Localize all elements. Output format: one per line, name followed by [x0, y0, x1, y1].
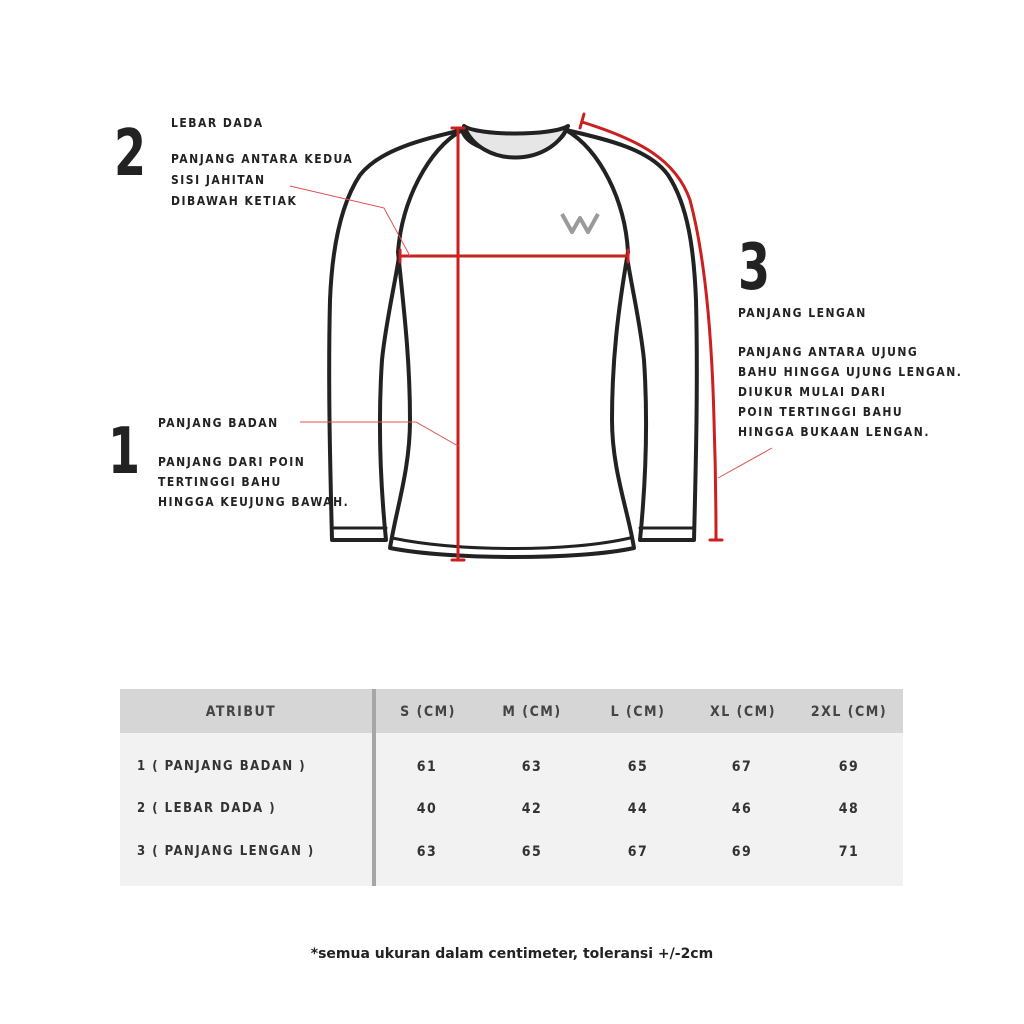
sleeve-desc-line: POIN TERTINGGI BAHU [738, 405, 904, 419]
table-cell: 67 [627, 844, 649, 860]
body-number: 1 [108, 415, 141, 489]
table-cell: 71 [838, 844, 860, 860]
table-cell: 69 [838, 759, 860, 775]
header-size-2xl: 2XL (CM) [810, 704, 888, 720]
body-title: PANJANG BADAN [158, 416, 279, 430]
chest-desc-line: PANJANG ANTARA KEDUA [171, 152, 354, 166]
shirt-outline [329, 126, 697, 557]
body-desc-line: TERTINGGI BAHU [158, 475, 282, 489]
sleeve-length-cap-top [580, 114, 584, 128]
row-label-sleeve-length: 3 ( PANJANG LENGAN ) [137, 844, 315, 859]
sleeve-leader-line [718, 448, 772, 478]
header-size-l: L (CM) [610, 704, 666, 720]
row-label-chest-width: 2 ( LEBAR DADA ) [137, 801, 277, 816]
table-cell: 40 [416, 801, 438, 817]
table-cell: 63 [416, 844, 438, 860]
header-size-xl: XL (CM) [710, 704, 776, 720]
header-size-m: M (CM) [502, 704, 562, 720]
table-cell: 48 [838, 801, 860, 817]
sleeve-number: 3 [738, 231, 771, 305]
chest-desc-line: SISI JAHITAN [171, 173, 266, 187]
tolerance-footnote: *semua ukuran dalam centimeter, toleransi +/-2cm [310, 946, 714, 962]
sleeve-desc-line: BAHU HINGGA UJUNG LENGAN. [738, 365, 963, 379]
table-cell: 65 [627, 759, 649, 775]
sleeve-desc-line: DIUKUR MULAI DARI [738, 385, 887, 399]
table-cell: 65 [521, 844, 543, 860]
table-cell: 61 [416, 759, 438, 775]
sleeve-desc-line: HINGGA BUKAAN LENGAN. [738, 425, 930, 439]
header-size-s: S (CM) [400, 704, 456, 720]
table-column-divider [372, 689, 376, 886]
size-table [120, 689, 903, 886]
torso [390, 130, 634, 557]
header-attribute: ATRIBUT [205, 704, 277, 720]
body-desc-line: PANJANG DARI POIN [158, 455, 306, 469]
chest-title: LEBAR DADA [171, 116, 264, 130]
row-label-body-length: 1 ( PANJANG BADAN ) [137, 759, 307, 774]
table-cell: 67 [731, 759, 753, 775]
body-desc-line: HINGGA KEUJUNG BAWAH. [158, 495, 350, 509]
sleeve-desc-line: PANJANG ANTARA UJUNG [738, 345, 919, 359]
table-cell: 46 [731, 801, 753, 817]
sleeve-title: PANJANG LENGAN [738, 306, 867, 320]
table-cell: 42 [521, 801, 543, 817]
chest-desc-line: DIBAWAH KETIAK [171, 194, 298, 208]
table-cell: 44 [627, 801, 649, 817]
table-cell: 63 [521, 759, 543, 775]
table-cell: 69 [731, 844, 753, 860]
chest-number: 2 [114, 117, 147, 191]
